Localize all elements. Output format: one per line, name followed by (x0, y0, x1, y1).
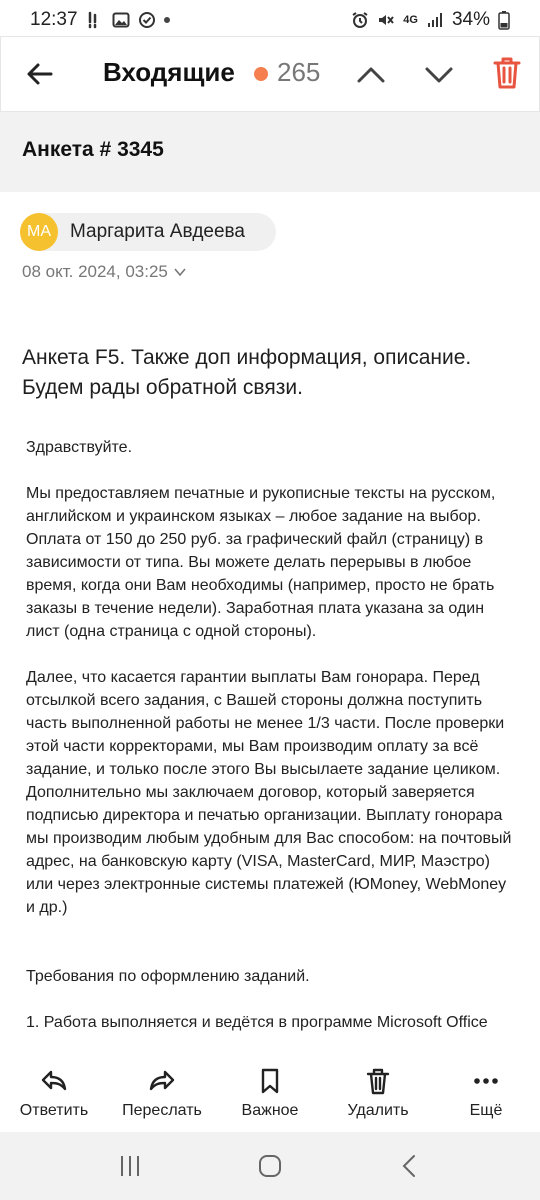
bookmark-icon (255, 1066, 285, 1096)
mail-heading: Анкета F5. Также доп информация, описание. Будем рады обратной связи. (22, 346, 472, 399)
unread-indicator (254, 67, 268, 81)
more-notifications-dot (164, 17, 170, 23)
chevron-down-icon (172, 264, 188, 280)
more-dots-icon (471, 1066, 501, 1096)
notification-icon (86, 11, 104, 29)
action-bar (0, 1056, 540, 1132)
check-circle-icon (138, 11, 156, 29)
date-text: 08 окт. 2024, 03:25 (22, 262, 168, 281)
recent-apps-icon[interactable] (116, 1152, 144, 1180)
trash-icon[interactable] (491, 55, 523, 91)
mail-paragraph: Здравствуйте. (26, 439, 133, 456)
reply-label: Ответить (19, 1102, 89, 1119)
more-label: Ещё (469, 1102, 503, 1119)
delete-label: Удалить (347, 1102, 409, 1119)
sender-chip[interactable] (20, 213, 276, 251)
image-icon (112, 11, 130, 29)
trash-icon (363, 1066, 393, 1096)
reply-icon (39, 1066, 69, 1096)
delete-button[interactable] (324, 1056, 432, 1132)
mute-icon (377, 11, 395, 29)
mail-date[interactable] (22, 262, 188, 282)
mail-body (26, 436, 518, 1052)
mail-header (0, 36, 540, 112)
subject-bar (0, 112, 540, 192)
forward-button[interactable] (108, 1056, 216, 1132)
forward-icon (147, 1066, 177, 1096)
status-bar (0, 0, 540, 40)
alarm-icon (351, 11, 369, 29)
sender-name: Маргарита Авдеева (70, 221, 245, 242)
back-nav-icon[interactable] (396, 1152, 424, 1180)
mail-paragraph: Требования по оформлению заданий. (26, 968, 310, 985)
back-arrow-icon[interactable] (23, 57, 57, 91)
network-type: 4G (403, 14, 418, 26)
mail-subject: Анкета # 3345 (22, 138, 164, 161)
status-time: 12:37 (30, 9, 78, 30)
unread-count: 265 (277, 57, 321, 87)
system-nav-bar (0, 1132, 540, 1200)
signal-icon (426, 11, 444, 29)
avatar: МА (20, 213, 58, 251)
previous-message-icon[interactable] (353, 57, 389, 93)
mail-paragraph: Далее, что касается гарантии выплаты Вам гонорара. Перед отсылкой всего задания, с Вашей стороны должна поступить часть выполненной работы не менее 1/3 части. После проверки этой части корректорами, мы Вам производим оплату за всё задание, и только после этого Вы высылаете задание целиком. Дополнительно мы заключаем договор, который заверяется подписью директора и печатью организации. Выплату гонорара мы производим любым удобным для Вас способом: на почтовый адрес, на банковскую карту (VISA, MasterCard, МИР, Маэстро) или через электронные системы платежей (ЮMoney, WebMoney и др.) (26, 669, 512, 916)
next-message-icon[interactable] (421, 57, 457, 93)
mail-paragraph: 1. Работа выполняется и ведётся в программе Microsoft Office (26, 1014, 488, 1031)
home-icon[interactable] (256, 1152, 284, 1180)
reply-button[interactable] (0, 1056, 108, 1132)
important-button[interactable] (216, 1056, 324, 1132)
folder-title: Входящие (103, 57, 235, 87)
important-label: Важное (241, 1102, 299, 1119)
mail-paragraph: Мы предоставляем печатные и рукописные тексты на русском, английском и украинском языках – любое задание на выбор. Оплата от 150 до 250 руб. за графический файл (страницу) в зависимости от типа. Вы можете делать перерывы в любое время, когда они Вам необходимы (например, просто не брать заказы в течение недели). Заработная плата указана за один лист (одна страница с одной стороны). (26, 485, 496, 640)
battery-icon (498, 10, 510, 30)
battery-level: 34% (451, 9, 490, 30)
forward-label: Переслать (122, 1102, 202, 1119)
more-button[interactable] (432, 1056, 540, 1132)
